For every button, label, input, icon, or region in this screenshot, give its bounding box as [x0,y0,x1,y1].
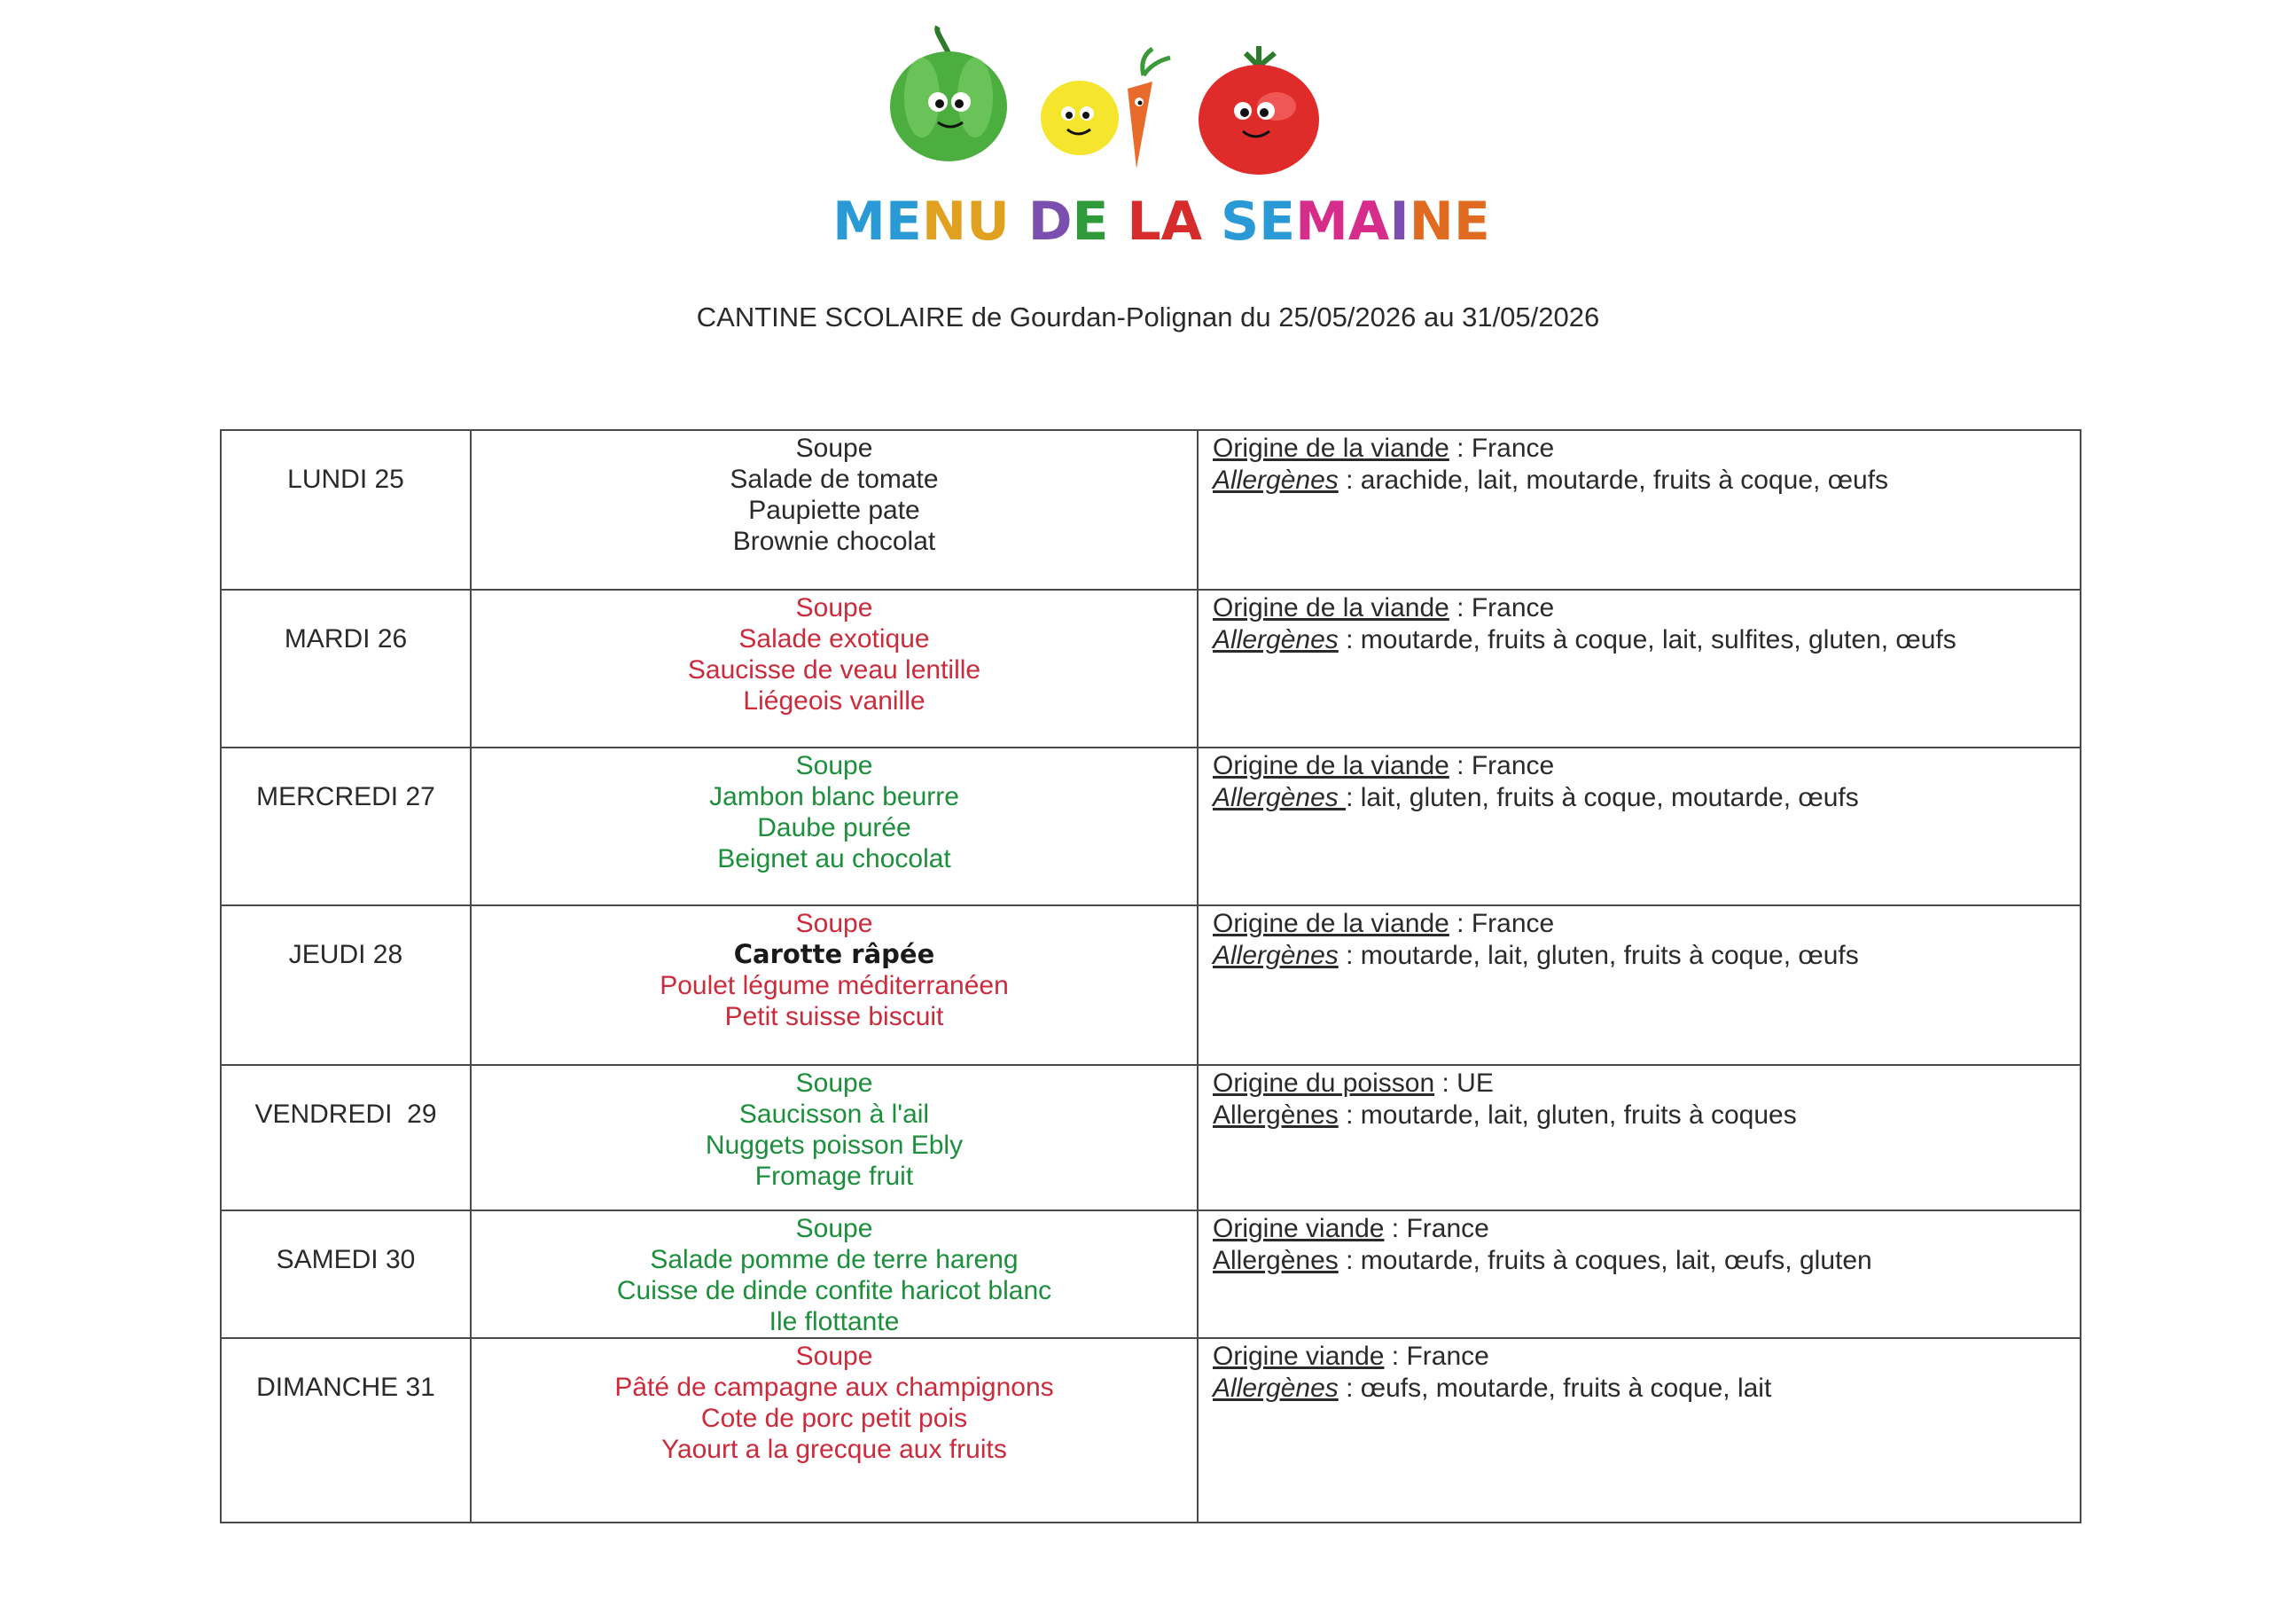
info-cell [1198,1065,2081,1210]
allergen-line [1213,624,2080,656]
allergen-line [1213,1100,2080,1131]
dish-item: Salade de tomate [730,465,939,494]
table-row [221,590,2081,748]
info-cell [1198,1210,2081,1338]
dish-item: Petit suisse biscuit [724,1002,944,1031]
lemon-icon [1041,81,1119,155]
dish-item: Soupe [795,1214,873,1243]
allergen-line [1213,1373,2080,1405]
origin-value: : France [1384,1342,1489,1371]
menu-cell [471,748,1198,905]
allergen-line [1213,940,2080,972]
menu-logo [832,27,1490,266]
allergen-label: Allergènes [1213,783,1347,812]
origin-line [1213,908,2080,940]
origin-value: : France [1449,593,1555,622]
menu-cell [471,430,1198,590]
table-row [221,1065,2081,1210]
day-cell: SAMEDI 30 [221,1210,471,1338]
allergen-label: Allergènes [1213,1246,1339,1275]
menu-cell [471,590,1198,748]
allergen-label: Allergènes [1213,1100,1339,1130]
dish-item: Carotte râpée [733,939,935,969]
dish-item: Soupe [795,1342,873,1371]
origin-label: Origine viande [1213,1342,1385,1371]
dish-item: Yaourt a la grecque aux fruits [661,1435,1007,1464]
tomato-icon [1199,46,1319,175]
allergen-label: Allergènes [1213,1374,1339,1403]
origin-value: : France [1449,909,1555,938]
allergen-line [1213,782,2080,814]
origin-line [1213,1068,2080,1100]
info-cell [1198,748,2081,905]
dish-item: Soupe [795,1069,873,1098]
dish-item: Poulet légume méditerranéen [660,971,1009,1000]
carrot-icon [1128,49,1170,168]
origin-label: Origine de la viande [1213,593,1449,622]
allergen-value: : lait, gluten, fruits à coque, moutarde, œufs [1346,783,1859,812]
table-row [221,1338,2081,1523]
dish-item: Liégeois vanille [743,686,925,716]
dish-item: Soupe [795,593,873,622]
dish-item: Ile flottante [769,1307,900,1336]
allergen-value: : moutarde, fruits à coque, lait, sulfites, gluten, œufs [1338,625,1956,654]
origin-label: Origine de la viande [1213,751,1449,780]
dish-item: Saucisson à l'ail [738,1100,930,1129]
dish-item: Jambon blanc beurre [709,782,959,811]
dish-item: Salade exotique [738,624,930,654]
menu-cell [471,905,1198,1065]
origin-line [1213,1213,2080,1245]
table-row [221,1210,2081,1338]
dish-item: Cote de porc petit pois [700,1404,968,1433]
menu-cell [471,1065,1198,1210]
allergen-label: Allergènes [1213,941,1339,970]
origin-line [1213,750,2080,782]
dish-item: Soupe [795,434,873,463]
info-cell [1198,430,2081,590]
page-title: CANTINE SCOLAIRE de Gourdan-Polignan du 25/05/2026 au 31/05/2026 [696,301,1600,333]
table-row [221,748,2081,905]
dish-item: Saucisse de veau lentille [687,655,981,685]
dish-item: Beignet au chocolat [717,844,951,873]
info-cell [1198,1338,2081,1523]
dish-item: Soupe [795,751,873,780]
origin-value: : France [1384,1214,1489,1243]
logo-title: MENU DE LA SEMAINE [832,191,1490,253]
origin-value: : France [1449,434,1555,463]
day-cell: MERCREDI 27 [221,748,471,905]
origin-label: Origine de la viande [1213,434,1449,463]
dish-item: Pâté de campagne aux champignons [614,1373,1054,1402]
allergen-value: : arachide, lait, moutarde, fruits à coque, œufs [1338,466,1889,495]
origin-line [1213,433,2080,465]
allergen-line [1213,465,2080,497]
dish-item: Fromage fruit [754,1162,914,1191]
dish-item: Brownie chocolat [732,527,936,556]
table-row [221,430,2081,590]
day-cell: DIMANCHE 31 [221,1338,471,1523]
dish-item: Nuggets poisson Ebly [705,1131,964,1160]
table-row [221,905,2081,1065]
day-cell: LUNDI 25 [221,430,471,590]
dish-item: Daube purée [757,813,911,842]
menu-table [220,429,2081,1523]
origin-value: : UE [1434,1069,1494,1098]
origin-label: Origine de la viande [1213,909,1449,938]
allergen-label: Allergènes [1213,466,1339,495]
dish-item: Paupiette pate [748,496,920,525]
dish-item: Soupe [795,909,873,938]
allergen-value: : moutarde, lait, gluten, fruits à coques [1338,1100,1797,1130]
info-cell [1198,905,2081,1065]
allergen-line [1213,1245,2080,1277]
allergen-value: : moutarde, fruits à coques, lait, œufs, gluten [1338,1246,1872,1275]
allergen-value: : moutarde, lait, gluten, fruits à coque, œufs [1338,941,1859,970]
day-cell: MARDI 26 [221,590,471,748]
origin-value: : France [1449,751,1555,780]
origin-line [1213,592,2080,624]
origin-label: Origine du poisson [1213,1069,1435,1098]
info-cell [1198,590,2081,748]
day-cell: JEUDI 28 [221,905,471,1065]
origin-label: Origine viande [1213,1214,1385,1243]
menu-cell [471,1210,1198,1338]
allergen-label: Allergènes [1213,625,1339,654]
menu-cell [471,1338,1198,1523]
apple-icon [890,27,1007,161]
dish-item: Salade pomme de terre hareng [650,1245,1019,1274]
origin-line [1213,1341,2080,1373]
allergen-value: : œufs, moutarde, fruits à coque, lait [1338,1374,1772,1403]
day-cell: VENDREDI 29 [221,1065,471,1210]
dish-item: Cuisse de dinde confite haricot blanc [616,1276,1052,1305]
